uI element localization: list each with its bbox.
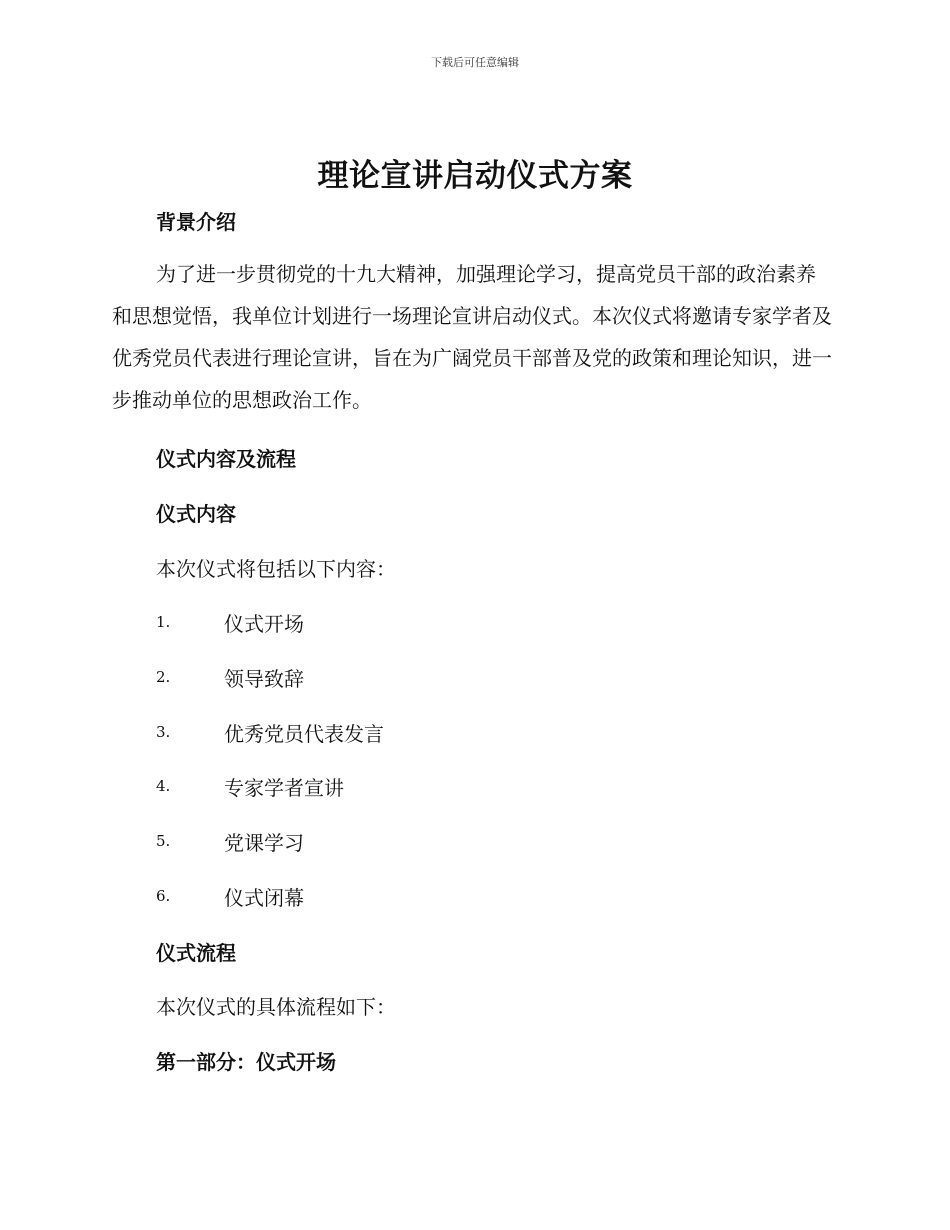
flow-intro: 本次仪式的具体流程如下： <box>156 995 396 1019</box>
list-item <box>156 882 756 910</box>
list-item-text: 党课学习 <box>224 831 304 855</box>
list-item-text: 专家学者宣讲 <box>224 776 344 800</box>
list-item-number: 2. <box>156 668 171 686</box>
list-item <box>156 663 756 691</box>
list-item <box>156 772 756 800</box>
heading-background: 背景介绍 <box>156 210 236 234</box>
list-item <box>156 608 756 636</box>
background-paragraph: 为了进一步贯彻党的十九大精神，加强理论学习，提高党员干部的政治素养和思想觉悟，我单位计划进行一场理论宣讲启动仪式。本次仪式将邀请专家学者及优秀党员代表进行理论宣讲，旨在为广阔党员干部普及党的政策和理论知识，进一步推动单位的思想政治工作。 <box>112 262 832 412</box>
list-item-text: 仪式开场 <box>224 612 304 636</box>
list-item-text: 优秀党员代表发言 <box>224 722 384 746</box>
list-item-text: 仪式闭幕 <box>224 886 304 910</box>
subheading-flow: 仪式流程 <box>156 941 236 965</box>
list-item-text: 领导致辞 <box>224 667 304 691</box>
heading-part-one: 第一部分：仪式开场 <box>156 1050 336 1074</box>
list-item-number: 1. <box>156 613 171 631</box>
content-intro: 本次仪式将包括以下内容： <box>156 557 396 581</box>
heading-content-and-flow: 仪式内容及流程 <box>156 447 296 471</box>
document-title: 理论宣讲启动仪式方案 <box>317 158 633 194</box>
list-item <box>156 718 756 746</box>
list-item-number: 4. <box>156 777 171 795</box>
list-item-number: 3. <box>156 723 171 741</box>
page-header-note: 下载后可任意编辑 <box>431 56 519 69</box>
list-item-number: 5. <box>156 832 171 850</box>
list-item <box>156 827 756 855</box>
list-item-number: 6. <box>156 887 171 905</box>
subheading-content: 仪式内容 <box>156 502 236 526</box>
